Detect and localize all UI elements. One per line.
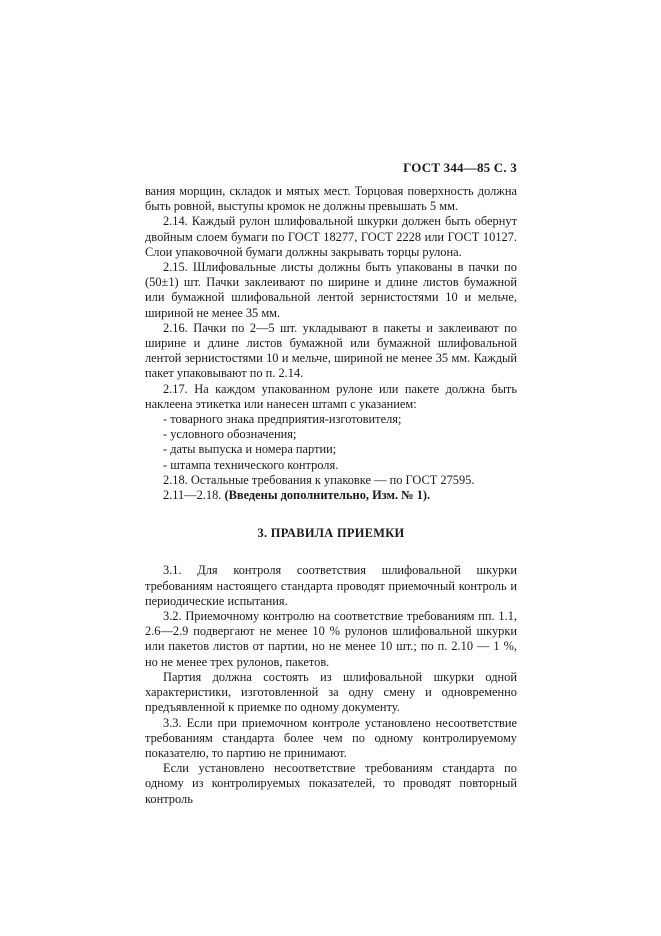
page-header: ГОСТ 344—85 С. 3: [403, 160, 517, 175]
document-body: [145, 184, 517, 807]
paragraph: 3.3. Если при приемочном контроле установлено несоответствие требованиям стандарта более чем по одному контролируемому показателю, то партию не принимают.: [145, 715, 517, 760]
paragraph: - даты выпуска и номера партии;: [163, 442, 337, 457]
amendment-bold: (Введены дополнительно, Изм. № 1).: [224, 488, 431, 503]
section-3-body: [145, 563, 517, 806]
amendment-prefix: 2.11—2.18.: [163, 488, 225, 503]
paragraph: 2.15. Шлифовальные листы должны быть упакованы в пачки по (50±1) шт. Пачки заклеивают по ширине и длине листов бумажной или бумажной шлифовальной лентой зернистостями 10 и мельче, шириной не менее 35 мм.: [145, 260, 517, 320]
paragraph: - условного обозначения;: [163, 427, 297, 442]
paragraph: 2.16. Пачки по 2—5 шт. укладывают в пакеты и заклеивают по ширине и длине листов бумажной или бумажной шлифовальной лентой зернистостями 10 и мельче, шириной не менее 35 мм. Каждый пакет упаковывают по п. 2.14.: [145, 320, 517, 381]
paragraph: - штампа технического контроля.: [163, 457, 339, 472]
paragraph: - товарного знака предприятия-изготовителя;: [163, 412, 402, 427]
amendment-note: [145, 488, 517, 503]
paragraph: 2.14. Каждый рулон шлифовальной шкурки должен быть обернут двойным слоем бумаги по ГОСТ 18277, ГОСТ 2228 или ГОСТ 10127. Слои упаковочной бумаги должны закрывать торцы рулона.: [145, 214, 517, 259]
paragraph: 2.17. На каждом упакованном рулоне или пакете должна быть наклеена этикетка или нанесен штамп с указанием:: [145, 381, 517, 411]
paragraph: 3.2. Приемочному контролю на соответствие требованиям пп. 1.1, 2.6—2.9 подвергают не менее 10 % рулонов шлифовальной шкурки или пакетов листов от партии, но не менее 10 шт.; по п. 2.10 — 1 %, но не менее трех рулонов, пакетов.: [145, 609, 517, 669]
paragraph: 3.1. Для контроля соответствия шлифовальной шкурки требованиям настоящего стандарта проводят приемочный контроль и периодические испытания.: [145, 563, 517, 608]
section-title: 3. ПРАВИЛА ПРИЕМКИ: [257, 526, 405, 541]
paragraph: Партия должна состоять из шлифовальной шкурки одной характеристики, изготовленной за одну смену и одновременно предъявленной к приемке по одному документу.: [145, 669, 517, 715]
paragraph: 2.18. Остальные требования к упаковке — по ГОСТ 27595.: [163, 472, 475, 487]
paragraph: вания морщин, складок и мятых мест. Торцовая поверхность должна быть ровной, выступы кромок не должны превышать 5 мм.: [145, 184, 517, 214]
section-2-continuation: [145, 184, 517, 488]
paragraph: Если установлено несоответствие требованиям стандарта по одному из контролируемых показателей, то проводят повторный контроль: [145, 761, 517, 806]
